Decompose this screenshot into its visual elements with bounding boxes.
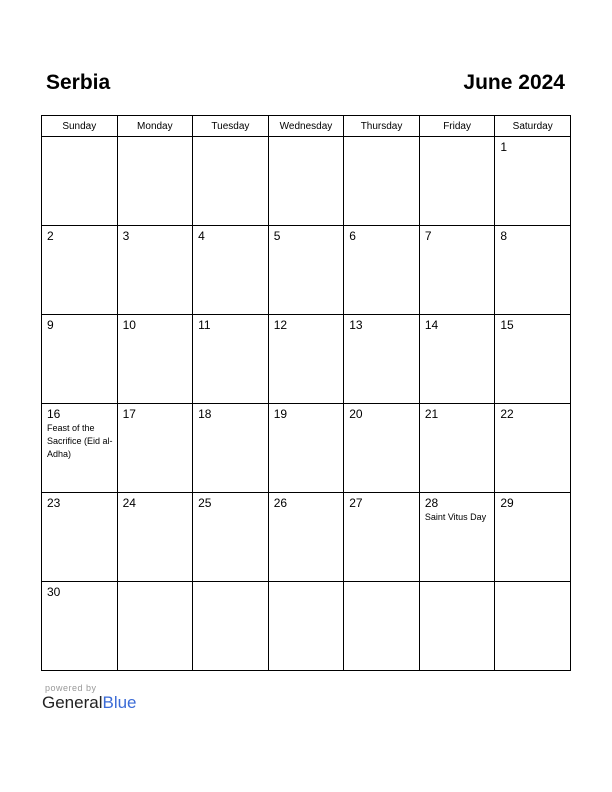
day-cell	[42, 226, 118, 315]
day-number: 16	[47, 407, 61, 421]
day-cell	[419, 226, 495, 315]
empty-day-cell	[117, 582, 193, 671]
day-number: 28	[424, 496, 439, 510]
empty-day-cell	[117, 137, 193, 226]
weekday-friday: Friday	[419, 116, 495, 137]
day-cell	[344, 493, 420, 582]
day-cell	[117, 493, 193, 582]
day-cell	[495, 226, 571, 315]
brand-general-text: General	[42, 693, 103, 712]
empty-day-cell	[419, 582, 495, 671]
day-cell	[419, 315, 495, 404]
empty-day-cell	[42, 137, 118, 226]
day-number: 2	[47, 229, 54, 243]
day-number: 11	[198, 318, 211, 332]
empty-day-cell	[193, 582, 269, 671]
week-row	[42, 582, 571, 671]
holiday-label: Feast of the Sacrifice (Eid al-Adha)	[47, 423, 113, 459]
weekday-monday: Monday	[117, 116, 193, 137]
day-cell	[495, 404, 571, 493]
day-cell	[117, 226, 193, 315]
weekday-wednesday: Wednesday	[268, 116, 344, 137]
day-number: 10	[122, 318, 136, 332]
calendar-grid	[41, 115, 571, 671]
day-number: 7	[424, 229, 432, 243]
empty-day-cell	[344, 137, 420, 226]
country-title: Serbia	[46, 71, 111, 94]
day-cell	[419, 493, 495, 582]
day-number: 1	[500, 140, 508, 154]
empty-day-cell	[419, 137, 495, 226]
day-number: 27	[349, 496, 363, 510]
day-number: 20	[349, 407, 363, 421]
day-cell	[42, 582, 118, 671]
day-number: 14	[424, 318, 439, 332]
weekday-sunday: Sunday	[42, 116, 118, 137]
day-cell	[495, 137, 571, 226]
day-number: 6	[349, 229, 356, 243]
day-number: 26	[273, 496, 288, 510]
month-year-title: June 2024	[463, 71, 565, 94]
day-cell	[42, 315, 118, 404]
day-number: 29	[500, 496, 514, 510]
empty-day-cell	[344, 582, 420, 671]
day-cell	[268, 404, 344, 493]
day-number: 17	[122, 407, 136, 421]
week-row	[42, 226, 571, 315]
day-number: 13	[349, 318, 363, 332]
day-number: 8	[500, 229, 508, 243]
weekday-header-row	[42, 116, 571, 137]
weekday-saturday: Saturday	[495, 116, 571, 137]
day-cell	[344, 315, 420, 404]
day-number: 24	[122, 496, 136, 510]
weekday-tuesday: Tuesday	[193, 116, 269, 137]
day-number: 3	[122, 229, 130, 243]
day-number: 25	[198, 496, 212, 510]
empty-day-cell	[268, 137, 344, 226]
empty-day-cell	[495, 582, 571, 671]
day-number: 5	[273, 229, 281, 243]
week-row	[42, 315, 571, 404]
day-number: 12	[273, 318, 288, 332]
day-cell	[42, 404, 118, 493]
day-cell	[42, 493, 118, 582]
day-number: 15	[500, 318, 514, 332]
day-cell	[193, 226, 269, 315]
holiday-label: Saint Vitus Day	[424, 512, 487, 522]
day-number: 9	[47, 318, 54, 332]
day-cell	[117, 315, 193, 404]
day-cell	[193, 315, 269, 404]
day-number: 21	[424, 407, 439, 421]
day-cell	[419, 404, 495, 493]
day-cell	[193, 493, 269, 582]
day-cell	[117, 404, 193, 493]
day-number: 18	[198, 407, 212, 421]
day-cell	[495, 315, 571, 404]
day-cell	[193, 404, 269, 493]
empty-day-cell	[193, 137, 269, 226]
day-cell	[495, 493, 571, 582]
day-number: 23	[47, 496, 61, 510]
day-cell	[344, 404, 420, 493]
day-cell	[268, 315, 344, 404]
day-number: 4	[198, 229, 205, 243]
empty-day-cell	[268, 582, 344, 671]
weekday-thursday: Thursday	[344, 116, 420, 137]
day-cell	[268, 493, 344, 582]
week-row	[42, 493, 571, 582]
day-number: 19	[273, 407, 288, 421]
day-number: 22	[500, 407, 514, 421]
powered-by-label: powered by	[45, 683, 97, 693]
day-cell	[344, 226, 420, 315]
week-row	[42, 137, 571, 226]
brand-blue-text: Blue	[102, 693, 137, 712]
generalblue-logo[interactable]	[42, 693, 137, 713]
day-cell	[268, 226, 344, 315]
week-row	[42, 404, 571, 493]
day-number: 30	[47, 585, 61, 599]
